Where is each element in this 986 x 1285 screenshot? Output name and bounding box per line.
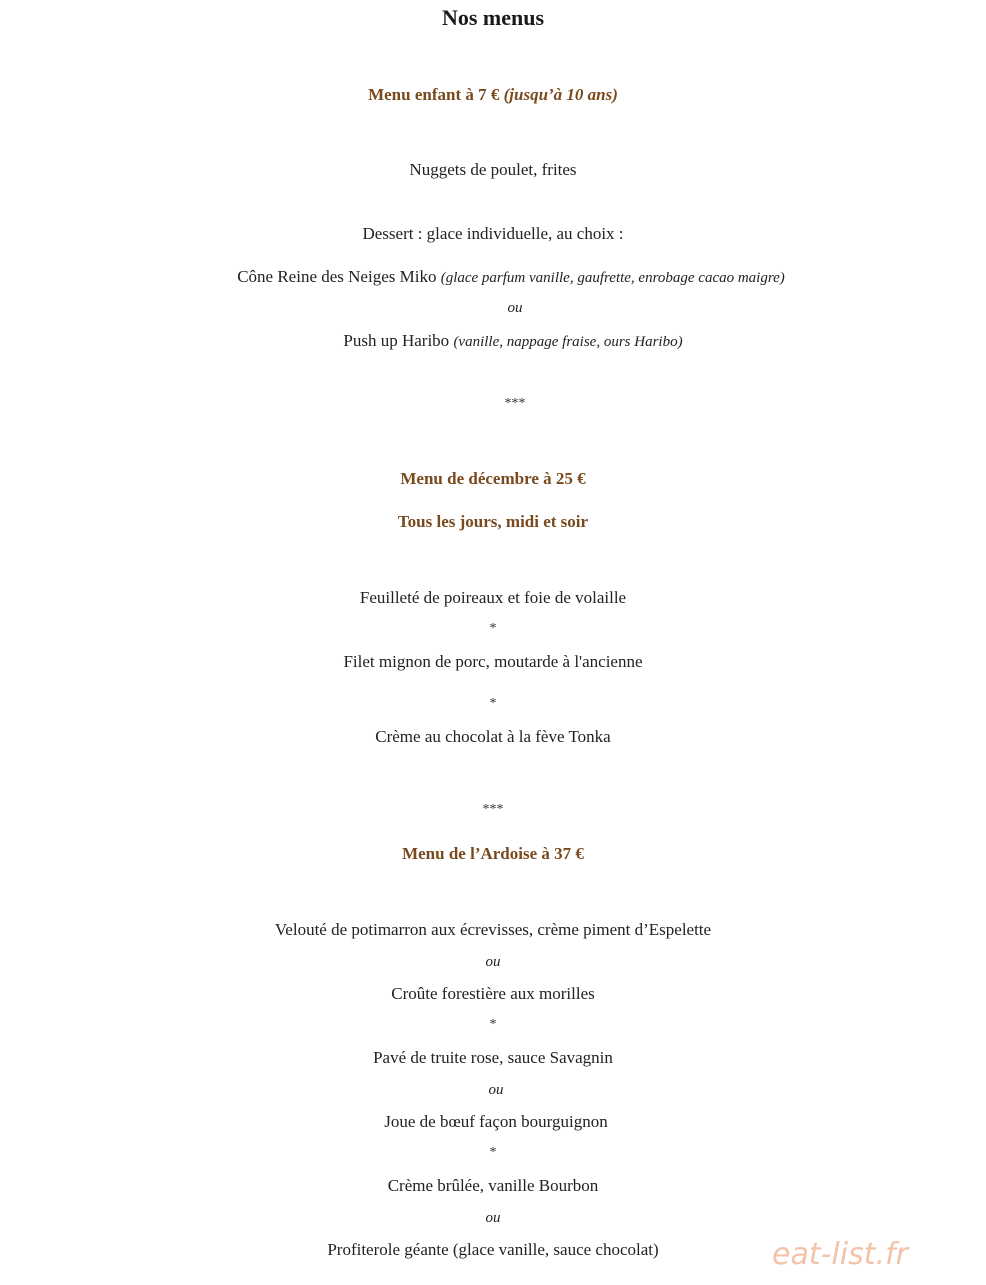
menu-decembre-star-1: * bbox=[489, 621, 497, 636]
menu-ardoise-starter-1: Velouté de potimarron aux écrevisses, crème piment d’Espelette bbox=[274, 920, 712, 939]
menu-enfant-separator: *** bbox=[504, 396, 526, 411]
menu-decembre-starter: Feuilleté de poireaux et foie de volaille bbox=[359, 588, 627, 607]
menu-decembre-heading: Menu de décembre à 25 € bbox=[400, 469, 586, 488]
menu-ardoise-dessert-1: Crème brûlée, vanille Bourbon bbox=[387, 1176, 599, 1195]
menu-decembre-separator: *** bbox=[482, 802, 504, 817]
option-2-name: Push up Haribo bbox=[343, 331, 450, 350]
menu-ardoise-heading: Menu de l’Ardoise à 37 € bbox=[402, 844, 584, 863]
menu-decembre-star-2: * bbox=[489, 696, 497, 711]
menu-enfant-main: Nuggets de poulet, frites bbox=[409, 160, 577, 179]
menu-ardoise-or-1: ou bbox=[485, 954, 501, 970]
watermark-logo: eat-list.fr bbox=[772, 1237, 908, 1272]
option-1-name: Cône Reine des Neiges Miko bbox=[237, 267, 437, 286]
menu-ardoise-or-2: ou bbox=[488, 1082, 504, 1098]
menu-enfant-option-1 bbox=[18, 268, 986, 286]
menu-ardoise-starter-2: Croûte forestière aux morilles bbox=[391, 984, 595, 1003]
menu-enfant-heading-note: (jusqu’à 10 ans) bbox=[503, 85, 618, 104]
menu-decembre-subheading: Tous les jours, midi et soir bbox=[397, 512, 589, 531]
menu-ardoise-dessert-2: Profiterole géante (glace vanille, sauce chocolat) bbox=[327, 1240, 659, 1259]
menu-enfant-option-2 bbox=[20, 332, 986, 350]
menu-enfant-dessert-label: Dessert : glace individuelle, au choix : bbox=[362, 224, 624, 243]
menu-enfant-or: ou bbox=[507, 300, 523, 316]
menu-enfant-heading-text: Menu enfant à 7 € bbox=[368, 85, 500, 104]
menu-enfant-heading bbox=[0, 86, 986, 103]
menu-decembre-dessert: Crème au chocolat à la fève Tonka bbox=[375, 727, 611, 746]
menu-decembre-main: Filet mignon de porc, moutarde à l'ancienne bbox=[343, 652, 643, 671]
menu-ardoise-main-2: Joue de bœuf façon bourguignon bbox=[384, 1112, 608, 1131]
menu-ardoise-star-1: * bbox=[489, 1017, 497, 1032]
menu-ardoise-star-2: * bbox=[489, 1145, 497, 1160]
option-2-note: (vanille, nappage fraise, ours Haribo) bbox=[453, 334, 683, 350]
menu-ardoise-or-3: ou bbox=[485, 1210, 501, 1226]
menu-ardoise-main-1: Pavé de truite rose, sauce Savagnin bbox=[373, 1048, 613, 1067]
option-1-note: (glace parfum vanille, gaufrette, enrobage cacao maigre) bbox=[440, 270, 785, 286]
page-title: Nos menus bbox=[441, 5, 545, 30]
